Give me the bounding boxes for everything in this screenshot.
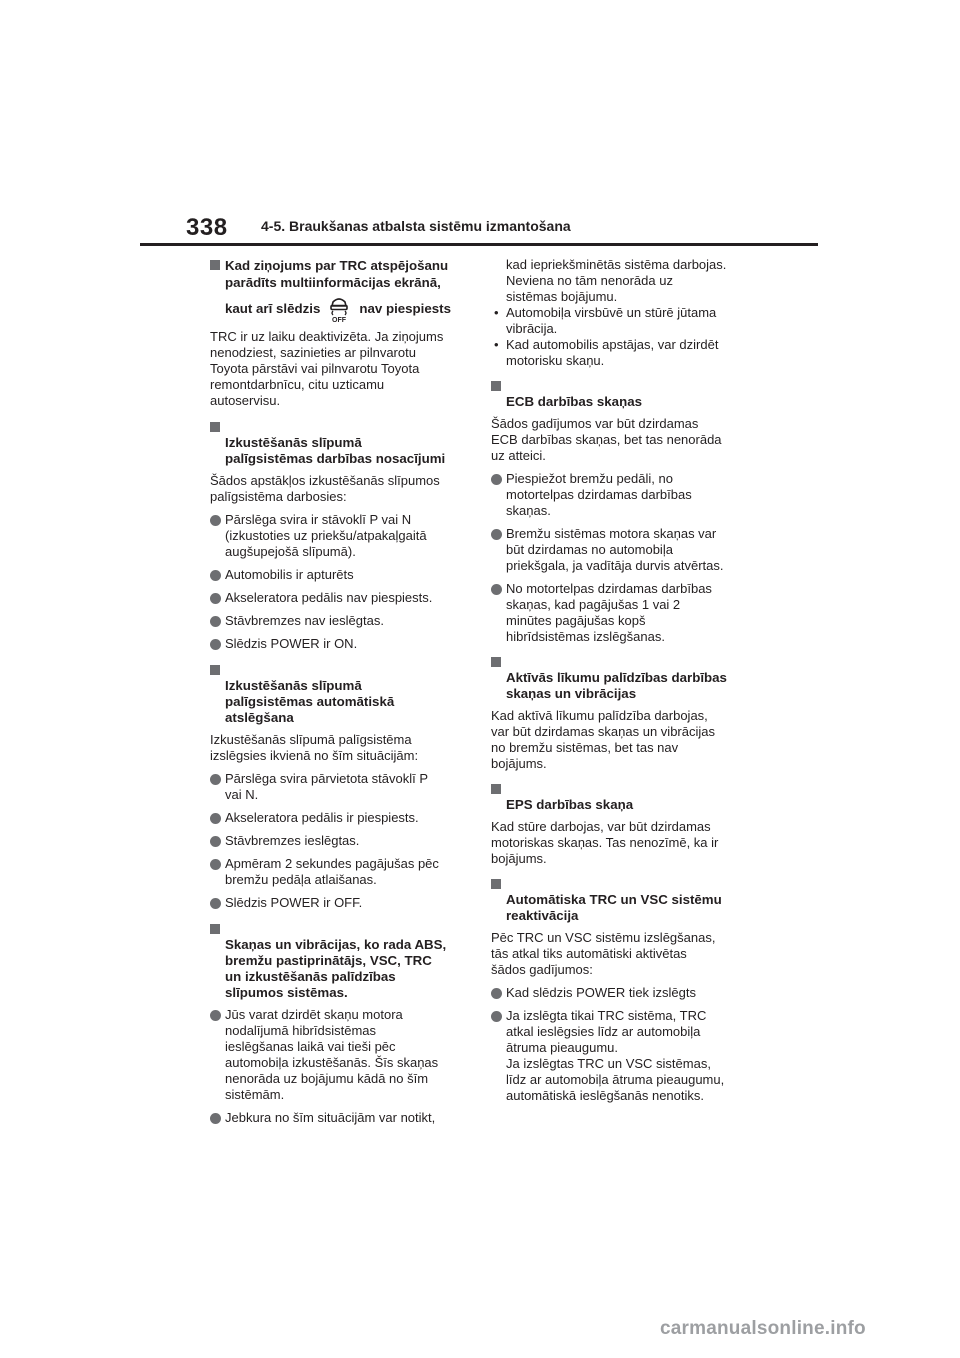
bullet-item bbox=[210, 1007, 472, 1103]
left-column bbox=[210, 257, 472, 1133]
heading-text: Automātiska TRC un VSC sistēmu reaktivācija bbox=[506, 892, 722, 923]
bullet-item bbox=[491, 1008, 753, 1104]
bullet-text: Stāvbremzes ieslēgtas. bbox=[225, 833, 360, 848]
paragraph: Pēc TRC un VSC sistēmu izslēgšanas, tās atkal tiks automātiski aktivētas šādos gadījumos: bbox=[491, 930, 716, 977]
paragraph: TRC ir uz laiku deaktivizēta. Ja ziņojums nenodziest, sazinieties ar pilnvarotu Toyota pārstāvi vai pilnvarotu Toyota remontdarbnīcu, citu uzticamu autoservisu. bbox=[210, 329, 444, 408]
heading-square-icon bbox=[491, 657, 501, 667]
paragraph: Šādos apstākļos izkustēšanās slīpumos palīgsistēma darbosies: bbox=[210, 473, 440, 504]
heading-square-icon bbox=[210, 422, 220, 432]
trc-off-icon bbox=[326, 293, 352, 323]
heading-text: kaut arī slēdzis bbox=[225, 300, 321, 316]
bullet-item bbox=[210, 1110, 472, 1126]
heading-text: Skaņas un vibrācijas, ko rada ABS, bremžu pastiprinātājs, VSC, TRC un izkustēšanās palīdzības slīpumos sistēmas. bbox=[225, 937, 447, 1000]
heading-hill-assist-conditions bbox=[210, 419, 472, 467]
bullet-text: Stāvbremzes nav ieslēgtas. bbox=[225, 613, 384, 628]
bullet-dot-icon bbox=[491, 474, 502, 485]
bullet-text: Piespiežot bremžu pedāli, no motortelpas dzirdamas darbības skaņas. bbox=[506, 471, 692, 518]
right-column bbox=[491, 257, 753, 1111]
bullet-text: Jebkura no šīm situācijām var notikt, bbox=[225, 1110, 436, 1125]
bullet-text: Automobilis ir apturēts bbox=[225, 567, 354, 582]
heading-text: Izkustēšanās slīpumā palīgsistēmas automātiskā atslēgšana bbox=[225, 678, 395, 725]
paragraph: Izkustēšanās slīpumā palīgsistēma izslēgsies ikvienā no šīm situācijām: bbox=[210, 732, 419, 763]
bullet-text: Akseleratora pedālis nav piespiests. bbox=[225, 590, 433, 605]
bullet-text: Kad automobilis apstājas, var dzirdēt motorisku skaņu. bbox=[506, 337, 719, 368]
heading-square-icon bbox=[210, 924, 220, 934]
bullet-dot-icon bbox=[491, 584, 502, 595]
paragraph: kad iepriekšminētās sistēma darbojas. Neviena no tām nenorāda uz sistēmas bojājumu. bbox=[506, 257, 727, 304]
bullet-dot-icon bbox=[210, 1010, 221, 1021]
bullet-text: Jūs varat dzirdēt skaņu motora nodalījumā hibrīdsistēmas ieslēgšanas laikā vai tieši pēc automobiļa izkustēšanās. Šīs skaņas nenorāda uz bojājumu kādā no šīm sistēmām. bbox=[225, 1007, 439, 1102]
bullet-dot-icon bbox=[210, 1113, 221, 1124]
bullet-item bbox=[210, 512, 472, 560]
heading-active-cornering bbox=[491, 654, 753, 702]
bullet-text: Slēdzis POWER ir ON. bbox=[225, 636, 358, 651]
heading-icon-line bbox=[225, 293, 472, 323]
sub-bullet-icon: • bbox=[494, 305, 499, 320]
bullet-item bbox=[210, 636, 472, 652]
heading-trc-message bbox=[210, 257, 472, 323]
bullet-text: Slēdzis POWER ir OFF. bbox=[225, 895, 363, 910]
bullet-dot-icon bbox=[210, 639, 221, 650]
bullet-dot-icon bbox=[491, 988, 502, 999]
bullet-text: Bremžu sistēmas motora skaņas var būt dzirdamas no automobiļa priekšgala, ja vadītāja durvis atvērtas. bbox=[506, 526, 724, 573]
heading-square-icon bbox=[210, 665, 220, 675]
bullet-text: Automobiļa virsbūvē un stūrē jūtama vibrācija. bbox=[506, 305, 717, 336]
icon-label: OFF bbox=[332, 317, 347, 323]
bullet-text: Pārslēga svira ir stāvoklī P vai N (izkustoties uz priekšu/atpakaļgaitā augšupejošā slīpumā). bbox=[225, 512, 427, 559]
bullet-text: Kad slēdzis POWER tiek izslēgts bbox=[506, 985, 697, 1000]
watermark: carmanualsonline.info bbox=[660, 1318, 866, 1339]
heading-eps-sound bbox=[491, 781, 753, 813]
paragraph: Kad aktīvā līkumu palīdzība darbojas, var būt dzirdamas skaņas un vibrācijas no bremžu sistēmas, bet tas nav bojājums. bbox=[491, 708, 715, 771]
bullet-dot-icon bbox=[210, 813, 221, 824]
page-number: 338 bbox=[186, 214, 228, 241]
heading-text: Aktīvās līkumu palīdzības darbības skaņas un vibrācijas bbox=[506, 670, 727, 701]
bullet-dot-icon bbox=[210, 836, 221, 847]
sub-bullet-icon: • bbox=[494, 337, 499, 352]
bullet-text: Apmēram 2 sekundes pagājušas pēc bremžu pedāļa atlaišanas. bbox=[225, 856, 439, 887]
bullet-dot-icon bbox=[210, 859, 221, 870]
sub-bullet-item bbox=[491, 337, 753, 369]
bullet-dot-icon bbox=[210, 898, 221, 909]
paragraph: Šādos gadījumos var būt dzirdamas ECB darbības skaņas, bet tas nenorāda uz atteici. bbox=[491, 416, 722, 463]
bullet-item bbox=[491, 581, 753, 645]
heading-hill-assist-cancel bbox=[210, 662, 472, 726]
bullet-text: Pārslēga svira pārvietota stāvoklī P vai N. bbox=[225, 771, 429, 802]
heading-square-icon bbox=[491, 879, 501, 889]
chapter-title: 4-5. Braukšanas atbalsta sistēmu izmantošana bbox=[261, 218, 571, 234]
bullet-text: Akseleratora pedālis ir piespiests. bbox=[225, 810, 419, 825]
bullet-item bbox=[210, 613, 472, 629]
bullet-text: Ja izslēgta tikai TRC sistēma, TRC atkal ieslēgsies līdz ar automobiļa ātruma pieaugumu. Ja izslēgtas TRC un VSC sistēmas, līdz ar automobiļa ātruma pieaugumu, automātiskā ieslēgšanās nenotiks. bbox=[506, 1008, 725, 1103]
bullet-item bbox=[491, 985, 753, 1001]
paragraph: Kad stūre darbojas, var būt dzirdamas motoriskas skaņas. Tas nenozīmē, ka ir bojājums. bbox=[491, 819, 719, 866]
heading-line: parādīts multiinformācijas ekrānā, bbox=[225, 275, 441, 290]
bullet-item bbox=[491, 471, 753, 519]
heading-square-icon bbox=[491, 784, 501, 794]
heading-square-icon bbox=[491, 381, 501, 391]
header-rule bbox=[140, 243, 818, 246]
bullet-dot-icon bbox=[210, 616, 221, 627]
bullet-item bbox=[210, 895, 472, 911]
heading-text: ECB darbības skaņas bbox=[506, 394, 642, 409]
bullet-dot-icon bbox=[210, 593, 221, 604]
bullet-dot-icon bbox=[210, 515, 221, 526]
heading-square-icon bbox=[210, 260, 220, 270]
bullet-item bbox=[210, 833, 472, 849]
bullet-item bbox=[210, 590, 472, 606]
heading-sounds-vibrations bbox=[210, 921, 472, 1001]
heading-trc-vsc-reactivation bbox=[491, 876, 753, 924]
bullet-item bbox=[210, 567, 472, 583]
bullet-dot-icon bbox=[210, 570, 221, 581]
bullet-item bbox=[210, 771, 472, 803]
bullet-dot-icon bbox=[210, 774, 221, 785]
bullet-text: No motortelpas dzirdamas darbības skaņas, kad pagājušas 1 vai 2 minūtes pagājušas kopš hibrīdsistēmas izslēgšanas. bbox=[506, 581, 712, 644]
heading-line: Kad ziņojums par TRC atspējošanu bbox=[225, 258, 449, 273]
sub-bullet-item bbox=[491, 305, 753, 337]
bullet-dot-icon bbox=[491, 529, 502, 540]
heading-text: nav piespiests bbox=[359, 300, 451, 316]
heading-text: Izkustēšanās slīpumā palīgsistēmas darbības nosacījumi bbox=[225, 435, 446, 466]
bullet-item bbox=[210, 810, 472, 826]
bullet-dot-icon bbox=[491, 1011, 502, 1022]
bullet-item bbox=[210, 856, 472, 888]
bullet-item bbox=[491, 526, 753, 574]
heading-ecb-sounds bbox=[491, 378, 753, 410]
heading-text: EPS darbības skaņa bbox=[506, 797, 634, 812]
